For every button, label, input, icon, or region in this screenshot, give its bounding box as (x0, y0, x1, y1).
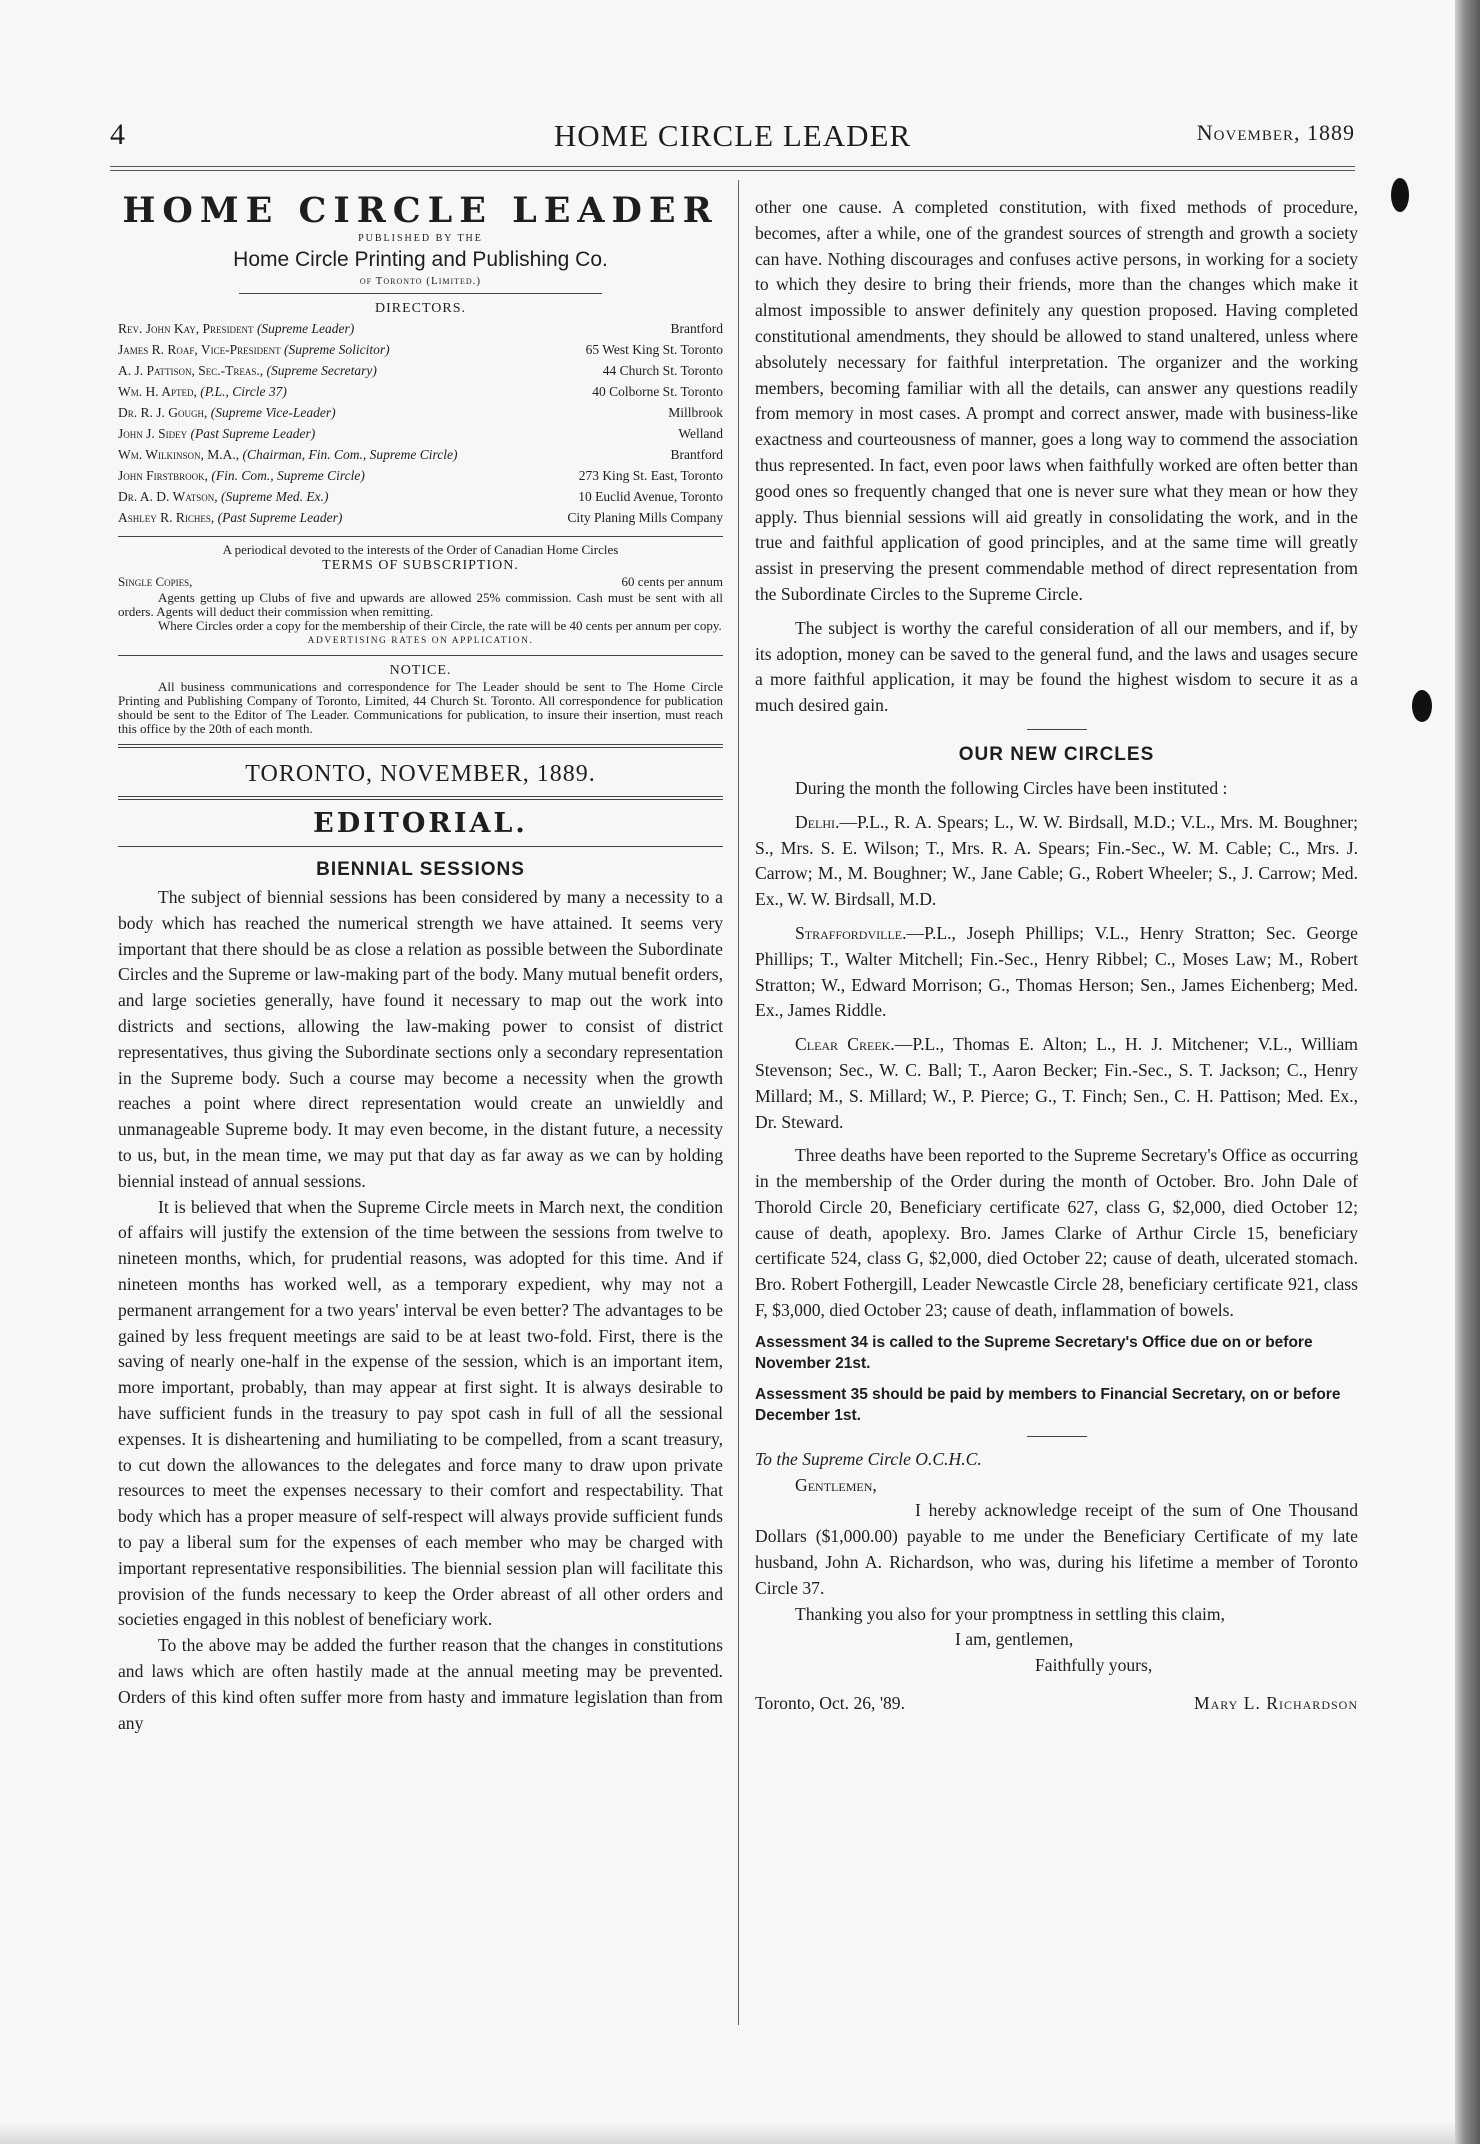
director-address: 44 Church St. Toronto (599, 360, 723, 381)
circles-terms: Where Circles order a copy for the membership of their Circle, the rate will be 40 cents per annum per copy. (158, 618, 722, 633)
director-role: (Supreme Solicitor) (284, 342, 390, 357)
director-role: (Supreme Secretary) (266, 363, 377, 378)
editorial-continued-paragraph-2: The subject is worthy the careful consideration of all our members, and if, by its adoption, money can be saved to the general fund, and the laws and usages secure a more faithful application, it may be found the highest wisdom to secure it as a much desired gain. (755, 617, 1358, 716)
director-row (118, 318, 723, 339)
notice-text: All business communications and correspondence for The Leader should be sent to The Home Circle Printing and Publishing Company of Toronto, Limited, 44 Church St. Toronto. All correspondence for publication should be sent to the Editor of The Leader. Communications for publication, to insure their insertion, must reach this office by the 20th of each month. (118, 679, 723, 736)
single-copies-row (118, 575, 723, 591)
director-role: (Supreme Vice-Leader) (210, 405, 336, 420)
letter-body: I hereby acknowledge receipt of the sum of One Thousand Dollars ($1,000.00) payable to me under the Beneficiary Certificate of my late husband, John A. Richardson, who was, during his lifetime a member of Toronto Circle 37. (755, 1500, 1358, 1598)
directors-list (118, 318, 723, 528)
left-column (118, 190, 723, 1736)
new-circles-heading: OUR NEW CIRCLES (958, 743, 1155, 765)
circle-entry-clear-creek (755, 1032, 1358, 1135)
director-role: (Past Supreme Leader) (190, 426, 316, 441)
circle-name-straffordville: Straffordville. (795, 922, 907, 943)
editorial-continued-paragraph-1: other one cause. A completed constitution, with fixed methods of procedure, becomes, after a while, one of the grandest sources of strength and growth a society can have. Nothing discourages and confuses active persons, in working for a society to which they desire to bring their friends, more than the changes which make it almost impossible to answer definitely any question proposed. Having completed constitutional amendments, they should be allowed to stand unaltered, unless where absolutely necessary for faithful interpretation. The organizer and the working members, becoming familiar with all the details, can answer any questions readily from memory in most cases. A prompt and correct answer, made with business-like exactness and courteousness of manner, goes a long way to commend the association thus represented. In fact, even poor laws when faithfully worked are often better than good ones so frequently changed that one is never sure what they mean or how they apply. Thus biennial sessions will aid greatly in consolidating the work, and in the true and faithful application of good principles, and at the same time will greatly assist in preserving the present commendable method of direct representation from the Subordinate Circles to the Supreme Circle. (755, 197, 1358, 604)
director-name: Wm. H. Apted, (118, 384, 197, 399)
director-name: James R. Roaf, Vice-President (118, 342, 281, 357)
director-name: A. J. Pattison, Sec.-Treas., (118, 363, 264, 378)
director-name: Dr. R. J. Gough, (118, 405, 208, 420)
running-head (110, 118, 1355, 162)
director-row (118, 381, 723, 402)
single-copies-label: Single Copies, (118, 574, 193, 589)
director-address: Brantford (667, 444, 723, 465)
letter-salutation: To the Supreme Circle O.C.H.C. (755, 1448, 982, 1469)
notice-rule (118, 744, 723, 745)
director-role: (Supreme Leader) (256, 321, 355, 336)
circle-officers-straffordville: —P.L., Joseph Phillips; V.L., Henry Stratton; Sec. George Phillips; T., Walter Mitchell; Fin.-Sec., Henry Ribbel; C., Moses Law; M., Robert Stratton; W., Edward Morrison; G., Thomas Herson; Sen., James Eichenberg; Med. Ex., James Riddle. (755, 922, 1358, 1021)
director-role: (Chairman, Fin. Com., Supreme Circle) (242, 447, 458, 462)
director-address: 65 West King St. Toronto (582, 339, 723, 360)
director-name: John J. Sidey (118, 426, 188, 441)
director-role: (Supreme Med. Ex.) (221, 489, 329, 504)
circle-officers-delhi: —P.L., R. A. Spears; L., W. W. Birdsall, M.D.; V.L., Mrs. M. Boughner; S., Mrs. S. E. Wilson; T., Mrs. R. A. Spears; Fin.-Sec., W. M. Cable; C., Mrs. J. Carrow; M., M. Boughner; W., Jane Cable; G., Robert Wheeler; S., J. Carrow; Med. Ex., W. W. Birdsall, M.D. (755, 811, 1358, 910)
director-name: John Firstbrook, (118, 468, 209, 483)
director-name: Wm. Wilkinson, M.A., (118, 447, 240, 462)
column-divider (738, 180, 739, 2025)
letter-greeting: Gentlemen, (795, 1474, 877, 1495)
periodical-description: A periodical devoted to the interests of the Order of Canadian Home Circles (222, 542, 619, 557)
director-name: Rev. John Kay, President (118, 321, 254, 336)
letter-signature: Mary L. Richardson (1193, 1693, 1358, 1714)
editorial-heading: EDITORIAL. (313, 808, 528, 839)
dateline: TORONTO, NOVEMBER, 1889. (245, 761, 596, 787)
masthead-title: HOME CIRCLE LEADER (122, 190, 719, 231)
letter-divider (1027, 1436, 1087, 1437)
letter-close-1: I am, gentlemen, (955, 1629, 1074, 1650)
director-address: City Planing Mills Company (563, 507, 723, 528)
subscription-rule (118, 655, 723, 656)
assessment-34-notice: Assessment 34 is called to the Supreme Secretary's Office due on or before November 21st. (755, 1333, 1313, 1372)
directors-heading: DIRECTORS. (374, 301, 467, 316)
director-row (118, 360, 723, 381)
header-rule-2 (110, 170, 1355, 171)
advertising-rates: ADVERTISING RATES ON APPLICATION. (307, 636, 534, 646)
notice-rule-2 (118, 747, 723, 748)
circle-name-delhi: Delhi. (795, 811, 840, 832)
letter-thanks: Thanking you also for your promptness in settling this claim, (795, 1603, 1226, 1624)
editorial-paragraph-2: It is believed that when the Supreme Circle meets in March next, the condition of affairs will justify the extension of the time between the sessions from twelve to nineteen months, which, for prudential reasons, was adopted for this time. And if nineteen months has worked well, as a temporary expedient, why may not a permanent arrangement for a two years' interval be even better? The advantages to be gained by less frequent meetings are said to be at least two-fold. First, there is the saving of nearly one-half in the expense of the session, which is an important item, more important, probably, than may appear at first sight. It is always desirable to have sufficient funds in the treasury to pay spot cash in full of all the sessional expenses. It is disheartening and humiliating to be compelled, from a scant treasury, to cut down the allowances to the delegates and force many to draw upon private resources to meet the expenses necessary to their comfort and respectability. That body which has a proper measure of self-respect will always provide sufficient funds to pay a liberal sum for the expenses of each member who may be charged with important representative responsibilities. The biennial session plan will facilitate this provision of the funds necessary to keep the Order abreast of all other orders and societies engaged in this noblest of beneficiary work. (118, 1196, 723, 1630)
director-address: 273 King St. East, Toronto (575, 465, 723, 486)
circle-name-clear-creek: Clear Creek. (795, 1034, 895, 1055)
dateline-rule-2 (118, 799, 723, 800)
director-row (118, 507, 723, 528)
letter-signature-row (755, 1691, 1358, 1719)
right-column (755, 195, 1358, 1719)
assessment-35-notice: Assessment 35 should be paid by members to Financial Secretary, on or before December 1st. (755, 1385, 1341, 1424)
editorial-body (118, 885, 723, 1736)
new-circles-intro: During the month the following Circles have been instituted : (795, 777, 1228, 798)
circle-entry-delhi (755, 810, 1358, 913)
publisher-location: of Toronto (Limited.) (359, 275, 482, 287)
director-row (118, 339, 723, 360)
page-edge-bottom (0, 2122, 1455, 2144)
editorial-rule (118, 846, 723, 847)
director-address: Millbrook (664, 402, 723, 423)
page-edge-right (1455, 0, 1480, 2144)
single-copies-price: 60 cents per annum (621, 574, 723, 589)
notice-heading: NOTICE. (389, 663, 452, 678)
editorial-paragraph-3: To the above may be added the further reason that the changes in constitutions and laws which are often hastily made at the annual meeting may be prevented. Orders of this kind often suffer more from hasty and immature legislation than from any (118, 1635, 723, 1733)
director-name: Ashley R. Riches, (118, 510, 215, 525)
masthead-rule (239, 293, 602, 294)
director-row (118, 423, 723, 444)
letter-place-date: Toronto, Oct. 26, '89. (755, 1693, 906, 1714)
director-address: Brantford (667, 318, 723, 339)
directors-rule (118, 536, 723, 537)
director-name: Dr. A. D. Watson, (118, 489, 218, 504)
director-address: 40 Colborne St. Toronto (588, 381, 723, 402)
agents-terms: Agents getting up Clubs of five and upwards are allowed 25% commission. Cash must be sent with all orders. Agents will deduct their commission when remitting. (118, 590, 723, 619)
director-row (118, 465, 723, 486)
publisher-name: Home Circle Printing and Publishing Co. (233, 248, 608, 271)
circle-officers-clear-creek: —P.L., Thomas E. Alton; L., H. J. Mitchener; V.L., William Stevenson; Sec., W. C. Ball; T., Aaron Becker; Fin.-Sec., S. T. Jackson; C., Henry Millard; M., S. Millard; W., P. Pierce; G., T. Finch; Sen., C. H. Pattison; Med. Ex., Dr. Steward. (755, 1034, 1358, 1132)
page-number: 4 (110, 118, 125, 151)
letter-close-2: Faithfully yours, (1035, 1655, 1153, 1676)
circle-entry-straffordville (755, 921, 1358, 1024)
running-head-title: HOME CIRCLE LEADER (553, 118, 912, 153)
director-role: (Past Supreme Leader) (217, 510, 343, 525)
subscription-heading: TERMS OF SUBSCRIPTION. (322, 558, 519, 573)
header-rule (110, 166, 1355, 167)
director-row (118, 402, 723, 423)
director-row (118, 486, 723, 507)
director-row (118, 444, 723, 465)
section-divider (1027, 729, 1087, 730)
director-address: Welland (674, 423, 723, 444)
editorial-continued (755, 195, 1358, 719)
deaths-report: Three deaths have been reported to the Supreme Secretary's Office as occurring in the membership of the Order during the month of October. Bro. John Dale of Thorold Circle 20, Beneficiary certificate 627, class G, $2,000, died October 12; cause of death, apoplexy. Bro. James Clarke of Arthur Circle 15, beneficiary certificate 524, class G, $2,000, died October 22; cause of death, ulcerated stomach. Bro. Robert Fothergill, Leader Newcastle Circle 28, beneficiary certificate 921, class F, $3,000, died October 23; cause of death, inflammation of bowels. (755, 1145, 1358, 1321)
running-head-date: November, 1889 (1196, 120, 1355, 145)
punch-hole-middle (1412, 690, 1432, 722)
director-role: (Fin. Com., Supreme Circle) (211, 468, 365, 483)
punch-hole-top (1391, 178, 1409, 212)
editorial-subheading: BIENNIAL SESSIONS (316, 859, 525, 880)
published-by: PUBLISHED BY THE (358, 233, 483, 244)
editorial-paragraph-1: The subject of biennial sessions has been considered by many a necessity to a body which has reached the numerical strength we have attained. It seems very important that there should be as close a relation as possible between the Subordinate Circles and the Supreme or law-making part of the body. Many mutual benefit orders, and large societies generally, have found it necessary to map out the work into districts and sections, allowing the law-making power to consist of district representatives, thus giving the Subordinate sections only a secondary representation in the Supreme body. Such a course may become a necessity when the growth reaches a point where direct representation would create an unwieldly and unmanageable Supreme body. It may even become, in the distant future, a necessity to us, but, in the mean time, we may put that day as far away as we can by holding biennial instead of annual sessions. (118, 887, 723, 1191)
director-role: (P.L., Circle 37) (200, 384, 287, 399)
director-address: 10 Euclid Avenue, Toronto (574, 486, 723, 507)
dateline-rule (118, 796, 723, 797)
new-circles-section (755, 776, 1358, 1324)
acknowledgement-letter (755, 1447, 1358, 1719)
